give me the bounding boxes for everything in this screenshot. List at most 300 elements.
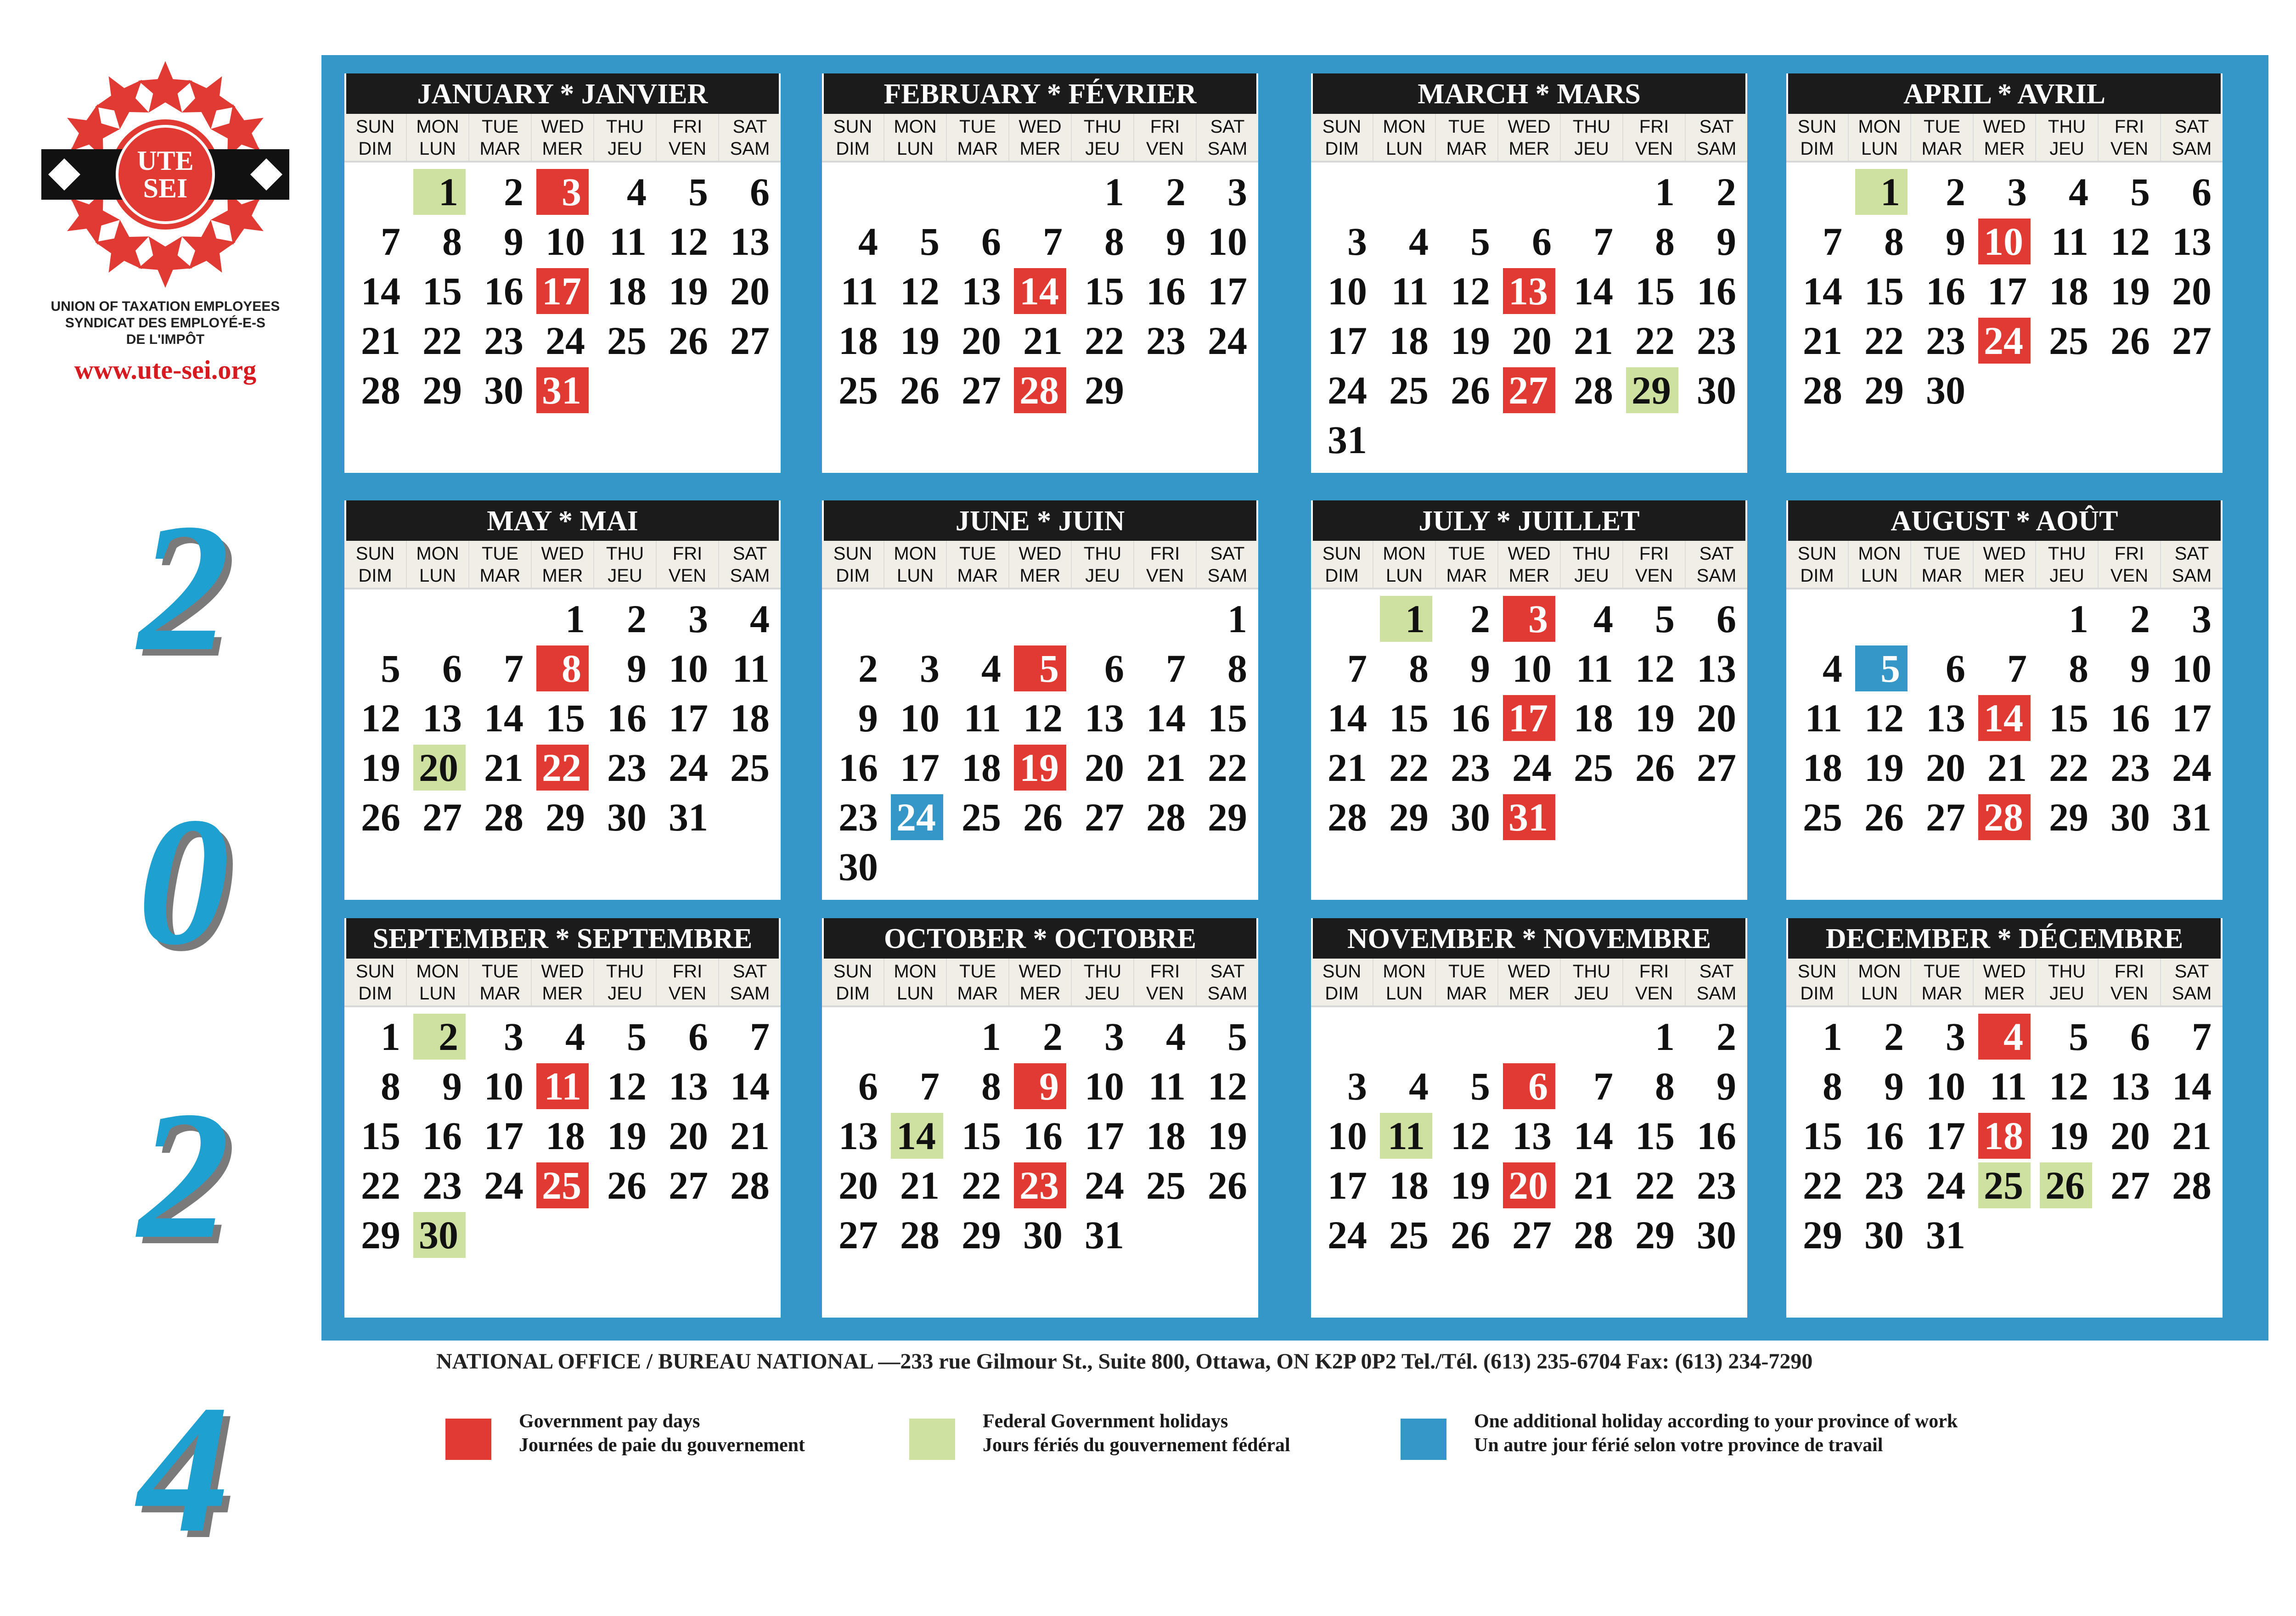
weekday-header (532, 114, 594, 161)
weekday-header (719, 541, 781, 588)
day-cell: 28 (2172, 1163, 2212, 1207)
day-cell: 9 (1946, 219, 1965, 264)
day-grid (1786, 589, 2223, 842)
day-cell: 20 (2110, 1114, 2150, 1158)
day-cell: 13 (730, 219, 770, 264)
empty-cell (348, 594, 408, 644)
weekday-fr: MAR (1446, 139, 1487, 159)
org-url-link[interactable]: www.ute-sei.org (74, 355, 257, 385)
day-cell: 15 (422, 269, 462, 313)
weekday-header (1498, 959, 1561, 1005)
weekday-en: WED (1508, 961, 1551, 982)
day-cell: 13 (1085, 696, 1124, 740)
day-cell: 7 (381, 219, 400, 264)
weekday-en: FRI (1150, 117, 1180, 137)
day-grid (344, 589, 781, 842)
day-cell: 11 (1989, 1064, 2027, 1108)
day-cell: 8 (1227, 646, 1247, 690)
weekday-header-row (1786, 541, 2223, 589)
month-panel (1311, 918, 1747, 1318)
day-cell: 24 (1328, 1213, 1367, 1257)
weekday-fr: LUN (1385, 566, 1423, 586)
weekday-en: SUN (833, 544, 872, 564)
empty-cell (1790, 167, 1850, 217)
day-cell: 10 (1085, 1064, 1124, 1108)
day-cell: 7 (750, 1015, 770, 1059)
weekday-header (2099, 541, 2161, 588)
weekday-fr: LUN (1861, 139, 1898, 159)
day-cell: 6 (858, 1064, 878, 1108)
empty-cell (1790, 594, 1850, 644)
day-cell: 21 (1803, 319, 1842, 363)
month-title: MAY * MAI (346, 500, 779, 541)
weekday-en: TUE (1924, 961, 1960, 982)
weekday-fr: JEU (608, 139, 642, 159)
day-cell: 1 (2069, 597, 2088, 641)
weekday-fr: SAM (2172, 566, 2212, 586)
day-cell: 5 (381, 646, 400, 690)
empty-cell (1010, 594, 1070, 644)
weekday-fr: VEN (2110, 139, 2149, 159)
federal-holiday-cell: 25 (1978, 1162, 2031, 1208)
weekday-fr: SAM (1207, 566, 1248, 586)
weekday-en: WED (1983, 117, 2026, 137)
provincial-holiday-cell: 5 (1855, 645, 1908, 691)
pay-day-cell: 25 (536, 1162, 589, 1208)
month-panel (1786, 73, 2223, 473)
day-cell: 21 (1328, 746, 1367, 790)
weekday-fr: DIM (1800, 139, 1834, 159)
weekday-en: THU (606, 961, 644, 982)
day-cell: 6 (1946, 646, 1965, 690)
weekday-en: MON (894, 117, 937, 137)
pay-day-cell: 9 (1014, 1063, 1066, 1109)
weekday-header (2036, 959, 2099, 1005)
empty-cell (1315, 594, 1374, 644)
weekday-fr: MER (1508, 566, 1550, 586)
day-cell: 23 (1864, 1163, 1904, 1207)
weekday-header (719, 114, 781, 161)
day-cell: 16 (1926, 269, 1965, 313)
weekday-en: TUE (1448, 961, 1485, 982)
weekday-fr: SAM (1696, 139, 1737, 159)
pay-day-cell: 24 (1978, 318, 2031, 364)
day-cell: 30 (838, 845, 878, 889)
day-cell: 2 (627, 597, 647, 641)
weekday-en: SAT (732, 117, 767, 137)
weekday-fr: JEU (1574, 139, 1609, 159)
federal-holiday-cell: 1 (413, 169, 466, 215)
weekday-fr: MER (1019, 983, 1061, 1004)
weekday-en: MON (1858, 544, 1901, 564)
weekday-en: TUE (482, 117, 518, 137)
weekday-header (884, 541, 947, 588)
day-cell: 5 (627, 1015, 647, 1059)
day-cell: 17 (1328, 1163, 1367, 1207)
day-cell: 4 (1409, 219, 1429, 264)
day-cell: 13 (422, 696, 462, 740)
weekday-header (657, 959, 719, 1005)
weekday-header (719, 959, 781, 1005)
day-cell: 29 (2049, 795, 2088, 839)
day-cell: 21 (1574, 1163, 1613, 1207)
weekday-header (1498, 541, 1561, 588)
day-cell: 16 (1864, 1114, 1904, 1158)
federal-holiday-cell: 1 (1855, 169, 1908, 215)
weekday-header (344, 959, 407, 1005)
weekday-en: THU (1083, 544, 1122, 564)
day-cell: 16 (484, 269, 523, 313)
weekday-en: MON (416, 961, 459, 982)
day-cell: 2 (1946, 170, 1965, 214)
day-cell: 26 (2110, 319, 2150, 363)
day-cell: 21 (900, 1163, 940, 1207)
day-cell: 31 (2172, 795, 2212, 839)
day-cell: 2 (1884, 1015, 1904, 1059)
day-cell: 24 (1208, 319, 1247, 363)
weekday-fr: JEU (2049, 566, 2084, 586)
month-title: AUGUST * AOÛT (1788, 500, 2221, 541)
month-panel (822, 500, 1258, 900)
day-cell: 14 (1146, 696, 1186, 740)
day-cell: 30 (2110, 795, 2150, 839)
weekday-en: FRI (1639, 544, 1669, 564)
weekday-header (1974, 541, 2036, 588)
weekday-fr: DIM (836, 566, 870, 586)
day-cell: 6 (1104, 646, 1124, 690)
day-cell: 28 (1574, 1213, 1613, 1257)
weekday-fr: JEU (1574, 566, 1609, 586)
day-cell: 12 (1451, 1114, 1490, 1158)
day-cell: 3 (2007, 170, 2027, 214)
weekday-en: SAT (2174, 544, 2209, 564)
weekday-header (1373, 114, 1436, 161)
federal-holiday-cell: 2 (413, 1014, 466, 1060)
day-cell: 11 (732, 646, 770, 690)
weekday-en: FRI (2114, 544, 2144, 564)
empty-cell (887, 594, 947, 644)
weekday-en: MON (416, 117, 459, 137)
weekday-en: WED (1983, 961, 2026, 982)
weekday-en: FRI (1639, 961, 1669, 982)
day-cell: 10 (1512, 646, 1552, 690)
weekday-en: SUN (1797, 117, 1837, 137)
day-cell: 25 (1803, 795, 1842, 839)
day-cell: 12 (669, 219, 708, 264)
day-cell: 11 (1805, 696, 1842, 740)
day-cell: 6 (750, 170, 770, 214)
day-cell: 18 (1803, 746, 1842, 790)
weekday-header (344, 541, 407, 588)
weekday-fr: SAM (1696, 566, 1737, 586)
weekday-en: SAT (1210, 544, 1245, 564)
day-cell: 27 (730, 319, 770, 363)
empty-cell (1975, 594, 2034, 644)
day-cell: 17 (1328, 319, 1367, 363)
day-cell: 21 (1146, 746, 1186, 790)
weekday-fr: MAR (479, 139, 521, 159)
day-cell: 22 (422, 319, 462, 363)
month-panel (822, 918, 1258, 1318)
year-digit: 4 (138, 1367, 230, 1571)
day-cell: 3 (1347, 1064, 1367, 1108)
weekday-header (2161, 541, 2223, 588)
day-cell: 15 (962, 1114, 1001, 1158)
weekday-header (1134, 959, 1197, 1005)
org-name (37, 298, 294, 348)
maple-leaf-icon (95, 76, 149, 129)
day-grid (1311, 1007, 1747, 1260)
weekday-header-row (822, 114, 1258, 163)
month-title: JULY * JUILLET (1313, 500, 1745, 541)
day-grid (1786, 1007, 2223, 1260)
logo-text-bottom: SEI (143, 173, 188, 203)
day-cell: 12 (361, 696, 400, 740)
legend-label-fr: Jours fériés du gouvernement fédéral (983, 1435, 1290, 1456)
day-cell: 19 (1208, 1114, 1247, 1158)
weekday-en: MON (894, 961, 937, 982)
day-cell: 29 (1085, 368, 1124, 412)
weekday-fr: MER (1984, 983, 2025, 1004)
weekday-fr: MER (1019, 139, 1061, 159)
pay-day-cell: 23 (1014, 1162, 1066, 1208)
weekday-en: FRI (1639, 117, 1669, 137)
pay-day-cell: 31 (1503, 794, 1555, 840)
day-cell: 6 (2130, 1015, 2150, 1059)
weekday-fr: LUN (896, 983, 934, 1004)
day-grid (344, 1007, 781, 1260)
empty-cell (410, 594, 469, 644)
day-cell: 26 (1023, 795, 1063, 839)
day-cell: 20 (1512, 319, 1552, 363)
federal-holiday-cell: 26 (2040, 1162, 2092, 1208)
day-cell: 22 (1389, 746, 1429, 790)
day-cell: 30 (1451, 795, 1490, 839)
maple-leaf-icon (95, 220, 149, 273)
day-cell: 28 (1574, 368, 1613, 412)
month-panel (344, 918, 781, 1318)
day-cell: 19 (1451, 1163, 1490, 1207)
day-cell: 13 (838, 1114, 878, 1158)
pay-day-cell: 17 (536, 268, 589, 314)
weekday-en: TUE (1448, 544, 1485, 564)
weekday-fr: JEU (2049, 139, 2084, 159)
weekday-header (1498, 114, 1561, 161)
weekday-fr: DIM (1325, 566, 1359, 586)
weekday-header (1911, 541, 1974, 588)
day-cell: 9 (2130, 646, 2150, 690)
weekday-en: TUE (482, 544, 518, 564)
empty-cell (949, 167, 1008, 217)
day-cell: 26 (1635, 746, 1675, 790)
weekday-en: THU (2048, 961, 2086, 982)
day-cell: 22 (962, 1163, 1001, 1207)
weekday-en: SAT (1699, 117, 1734, 137)
day-cell: 13 (1512, 1114, 1552, 1158)
weekday-fr: VEN (2110, 566, 2149, 586)
weekday-fr: LUN (419, 983, 456, 1004)
day-cell: 13 (1926, 696, 1965, 740)
weekday-en: THU (606, 117, 644, 137)
legend-label-fr: Un autre jour férié selon votre province de travail (1474, 1435, 1883, 1456)
day-cell: 15 (1864, 269, 1904, 313)
day-cell: 16 (1146, 269, 1186, 313)
empty-cell (1499, 167, 1559, 217)
day-cell: 27 (422, 795, 462, 839)
weekday-header (1072, 541, 1134, 588)
day-cell: 13 (669, 1064, 708, 1108)
weekday-fr: DIM (836, 139, 870, 159)
weekday-header (1911, 114, 1974, 161)
weekday-en: TUE (1448, 117, 1485, 137)
day-cell: 23 (1697, 319, 1736, 363)
day-cell: 31 (1085, 1213, 1124, 1257)
day-cell: 5 (1227, 1015, 1247, 1059)
day-cell: 24 (2172, 746, 2212, 790)
day-cell: 1 (565, 597, 585, 641)
weekday-en: THU (1572, 961, 1611, 982)
day-cell: 4 (1409, 1064, 1429, 1108)
empty-cell (471, 594, 531, 644)
weekday-fr: MAR (1446, 983, 1487, 1004)
weekday-fr: JEU (2049, 983, 2084, 1004)
weekday-fr: MAR (1921, 566, 1963, 586)
weekday-en: SUN (1322, 117, 1362, 137)
weekday-fr: DIM (358, 983, 392, 1004)
weekday-fr: DIM (1800, 983, 1834, 1004)
day-cell: 26 (361, 795, 400, 839)
weekday-fr: JEU (608, 983, 642, 1004)
day-cell: 30 (1926, 368, 1965, 412)
pay-day-cell: 28 (1978, 794, 2031, 840)
weekday-fr: SAM (2172, 983, 2212, 1004)
weekday-header (2161, 959, 2223, 1005)
day-cell: 23 (1926, 319, 1965, 363)
day-cell: 8 (2069, 646, 2088, 690)
weekday-en: TUE (482, 961, 518, 982)
day-cell: 5 (1470, 219, 1490, 264)
weekday-header (884, 959, 947, 1005)
day-cell: 1 (981, 1015, 1001, 1059)
day-cell: 10 (669, 646, 708, 690)
day-cell: 4 (750, 597, 770, 641)
day-cell: 27 (1512, 1213, 1552, 1257)
day-cell: 2 (1470, 597, 1490, 641)
weekday-fr: LUN (1861, 566, 1898, 586)
day-cell: 27 (2172, 319, 2212, 363)
weekday-fr: MAR (1921, 983, 1963, 1004)
weekday-en: FRI (672, 117, 703, 137)
day-cell: 16 (1451, 696, 1490, 740)
day-cell: 2 (1166, 170, 1186, 214)
day-cell: 11 (840, 269, 878, 313)
day-grid (1786, 163, 2223, 415)
weekday-header-row (822, 959, 1258, 1007)
day-cell: 22 (1635, 319, 1675, 363)
weekday-fr: VEN (1635, 983, 1673, 1004)
weekday-en: SUN (1797, 961, 1837, 982)
day-cell: 18 (1574, 696, 1613, 740)
weekday-header (594, 541, 657, 588)
day-cell: 8 (981, 1064, 1001, 1108)
weekday-header (469, 114, 532, 161)
weekday-en: TUE (959, 117, 996, 137)
day-cell: 9 (1716, 219, 1736, 264)
weekday-fr: MER (542, 139, 583, 159)
month-title: SEPTEMBER * SEPTEMBRE (346, 918, 779, 959)
day-cell: 16 (838, 746, 878, 790)
day-cell: 15 (2049, 696, 2088, 740)
month-title: NOVEMBER * NOVEMBRE (1313, 918, 1745, 959)
weekday-fr: MER (1508, 139, 1550, 159)
day-cell: 17 (484, 1114, 523, 1158)
pay-day-swatch (445, 1419, 491, 1460)
weekday-fr: LUN (419, 139, 456, 159)
provincial-holiday-cell: 24 (891, 794, 943, 840)
day-cell: 3 (1227, 170, 1247, 214)
day-cell: 22 (1803, 1163, 1842, 1207)
weekday-header-row (344, 541, 781, 589)
day-cell: 12 (1864, 696, 1904, 740)
weekday-header (1561, 959, 1623, 1005)
weekday-header (1974, 959, 2036, 1005)
logo-text-top: UTE (137, 146, 194, 176)
weekday-en: SUN (1797, 544, 1837, 564)
weekday-en: SAT (1210, 961, 1245, 982)
day-cell: 15 (1208, 696, 1247, 740)
day-cell: 7 (1593, 1064, 1613, 1108)
weekday-fr: MAR (479, 983, 521, 1004)
day-cell: 24 (546, 319, 585, 363)
day-cell: 15 (1635, 269, 1675, 313)
weekday-header (594, 959, 657, 1005)
day-cell: 12 (1635, 646, 1675, 690)
day-cell: 10 (2172, 646, 2212, 690)
month-panel (1311, 73, 1747, 473)
weekday-fr: MER (542, 566, 583, 586)
pay-day-cell: 20 (1503, 1162, 1555, 1208)
weekday-fr: DIM (1325, 139, 1359, 159)
day-cell: 18 (730, 696, 770, 740)
weekday-en: FRI (672, 544, 703, 564)
weekday-en: SAT (1699, 544, 1734, 564)
day-cell: 14 (1328, 696, 1367, 740)
day-cell: 7 (2192, 1015, 2212, 1059)
empty-cell (826, 167, 885, 217)
day-cell: 18 (2049, 269, 2088, 313)
day-cell: 30 (1697, 368, 1736, 412)
weekday-en: TUE (1924, 544, 1960, 564)
day-cell: 8 (1655, 219, 1675, 264)
day-cell: 30 (607, 795, 647, 839)
day-cell: 20 (669, 1114, 708, 1158)
day-cell: 22 (1208, 746, 1247, 790)
provincial-holiday-swatch (1401, 1419, 1446, 1460)
weekday-en: THU (2048, 544, 2086, 564)
weekday-en: WED (541, 961, 584, 982)
day-cell: 8 (1823, 1064, 1842, 1108)
day-cell: 10 (900, 696, 940, 740)
day-cell: 25 (607, 319, 647, 363)
day-cell: 9 (442, 1064, 462, 1108)
year-digit: 2 (138, 486, 230, 689)
day-cell: 25 (1389, 1213, 1429, 1257)
weekday-fr: SAM (2172, 139, 2212, 159)
weekday-header (469, 541, 532, 588)
day-cell: 17 (1926, 1114, 1965, 1158)
empty-cell (1376, 1012, 1436, 1061)
pay-day-cell: 6 (1503, 1063, 1555, 1109)
